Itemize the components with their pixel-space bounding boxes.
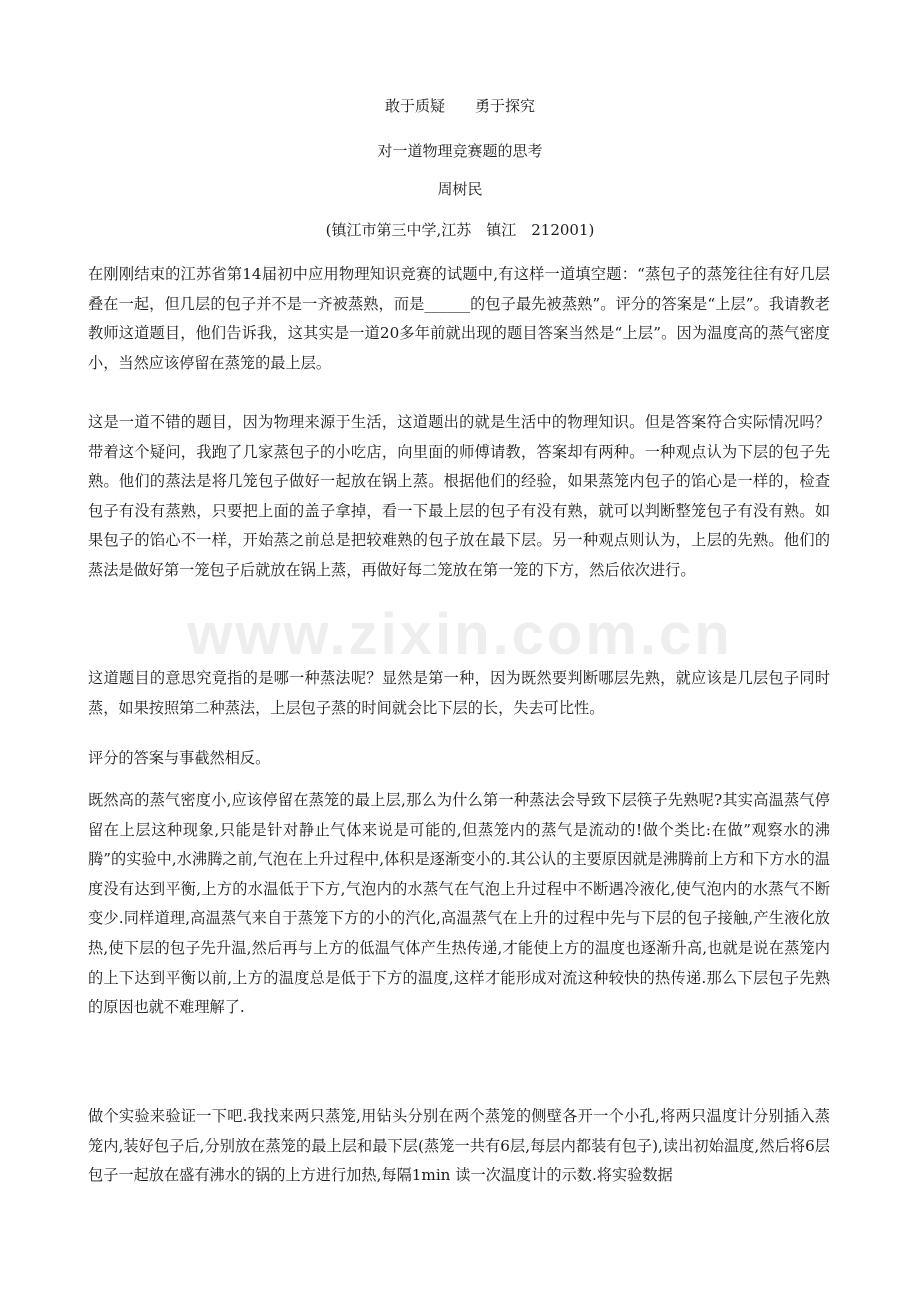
author-affiliation: (镇江市第三中学,江苏 镇江 212001)	[325, 221, 595, 239]
document-title: 敢于质疑 勇于探究	[384, 97, 535, 115]
paragraph-2: 这是一道不错的题目，因为物理来源于生活，这道题出的就是生活中的物理知识。但是答案符合实际情况吗？带着这个疑问，我跑了几家蒸包子的小吃店，向里面的师傅请教，答案却有两种。一种观点认为下层的包子先熟。他们的蒸法是将几笼包子做好一起放在锅上蒸。根据他们的经验，如果蒸笼内包子的馅心是一样的，检查包子有没有蒸熟，只要把上面的盖子拿掉，看一下最上层的包子有没有熟，就可以判断整笼包子有没有熟。如果包子的馅心不一样，开始蒸之前总是把较难熟的包子放在最下层。另一种观点则认为，上层的先熟。他们的蒸法是做好第一笼包子后就放在锅上蒸，再做好每二笼放在第一笼的下方，然后依次进行。	[88, 413, 830, 579]
document-subtitle: 对一道物理竞赛题的思考	[377, 142, 543, 160]
paragraph-1: 在刚刚结束的江苏省第14届初中应用物理知识竞赛的试题中,有这样一道填空题：“蒸包子的蒸笼往往有好几层叠在一起，但几层的包子并不是一齐被蒸熟，而是______的包子最先被蒸熟”。评分的答案是“上层”。我请教老教师这道题目，他们告诉我，这其实是一道20多年前就出现的题目答案当然是“上层”。因为温度高的蒸气密度小，当然应该停留在蒸笼的最上层。	[88, 265, 830, 372]
paragraph-4: 评分的答案与事截然相反。	[88, 749, 271, 767]
paragraph-3: 这道题目的意思究竟指的是哪一种蒸法呢？显然是第一种，因为既然要判断哪层先熟，就应该是几层包子同时蒸，如果按照第二种蒸法，上层包子蒸的时间就会比下层的长，失去可比性。	[88, 669, 830, 717]
paragraph-6: 做个实验来验证一下吧.我找来两只蒸笼,用钻头分别在两个蒸笼的侧壁各开一个小孔,将两只温度计分别插入蒸笼内,装好包子后,分别放在蒸笼的最上层和最下层(蒸笼一共有6层,每层内都装有包子),读出初始温度,然后将6层包子一起放在盛有沸水的锅的上方进行加热,每隔1min 读一次温度计的示数.将实验数据	[88, 1107, 830, 1185]
watermark-text: www.zixin.com.cn	[187, 602, 733, 667]
document-author: 周树民	[437, 180, 483, 198]
paragraph-5: 既然高的蒸气密度小,应该停留在蒸笼的最上层,那么为什么第一种蒸法会导致下层筷子先熟呢?其实高温蒸气停留在上层这种现象,只能是针对静止气体来说是可能的,但蒸笼内的蒸气是流动的!做个类比:在做”观察水的沸腾”的实验中,水沸腾之前,气泡在上升过程中,体积是逐渐变小的.其公认的主要原因就是沸腾前上方和下方水的温度没有达到平衡,上方的水温低于下方,气泡内的水蒸气在气泡上升过程中不断遇冷液化,使气泡内的水蒸气不断变少.同样道理,高温蒸气来自于蒸笼下方的小的汽化,高温蒸气在上升的过程中先与下层的包子接触,产生液化放热,使下层的包子先升温,然后再与上方的低温气体产生热传递,才能使上方的温度也逐渐升高,也就是说在蒸笼内的上下达到平衡以前,上方的温度总是低于下方的温度,这样才能形成对流这种较快的热传递.那么下层包子先熟的原因也就不难理解了.	[88, 791, 830, 1017]
